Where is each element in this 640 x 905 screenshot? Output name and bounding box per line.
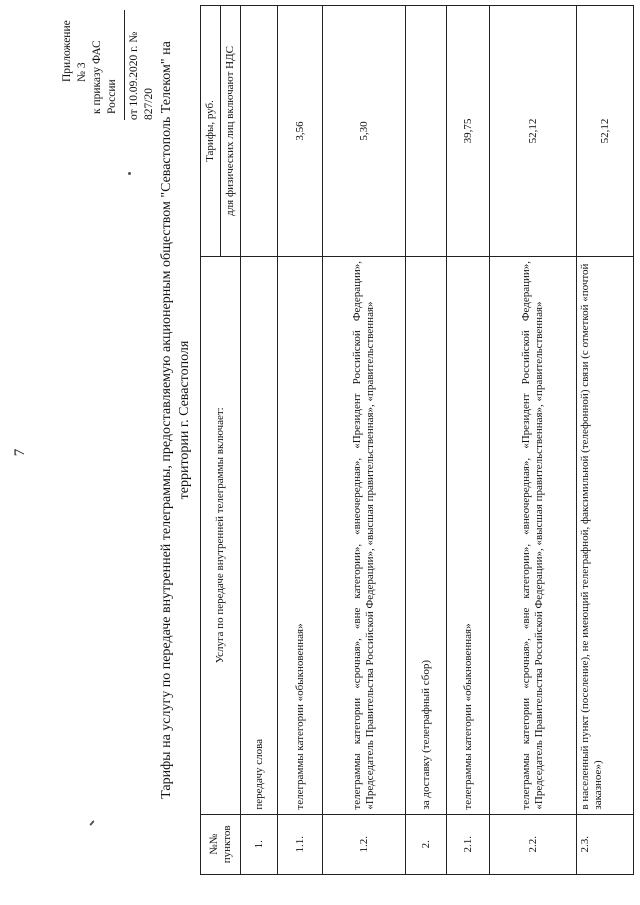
row-price: [406, 6, 447, 257]
table-row: [447, 6, 490, 875]
header-service: Услуга по передаче внутренней телеграммы включает:: [201, 256, 241, 814]
table-row: [241, 6, 278, 875]
row-price: 5,30: [323, 6, 406, 257]
appendix-line-1: Приложение № 3: [61, 20, 88, 82]
header-num: №№ пунктов: [201, 814, 241, 874]
title-line-2: территории г. Севастополя: [177, 340, 192, 500]
row-num: 1.1.: [278, 814, 323, 874]
row-num: 2.3.: [577, 814, 634, 874]
row-desc: за доставку (телеграфный сбор): [406, 256, 447, 814]
row-num: 2.2.: [490, 814, 577, 874]
page-number: 7: [12, 448, 28, 457]
row-price: 39,75: [447, 6, 490, 257]
row-num: 2.: [406, 814, 447, 874]
title-line-1: Тарифы на услугу по передаче внутренней телеграммы, предоставляемую акционерным обществом "Севастополь Телеком" на: [159, 41, 174, 799]
appendix-reference: [60, 10, 157, 120]
table-row: [323, 6, 406, 875]
document-title: [158, 30, 194, 810]
table-row: [577, 6, 634, 875]
row-desc: телеграммы категории «срочная», «вне категории», «внеочередная», «Президент Российской Федерации», «Председатель Правительства Российской Федерации», «высшая правительственная», «правительственная»: [490, 256, 577, 814]
row-desc: передачу слова: [241, 256, 278, 814]
row-num: 2.1.: [447, 814, 490, 874]
appendix-line-3: от 10.09.2020 г. № 827/20: [124, 10, 157, 120]
table-row: [406, 6, 447, 875]
row-desc: в населенный пункт (поселение), не имеющий телеграфной, факсимильной (телефонной) связи (с отметкой «почтой заказное»): [577, 256, 634, 814]
appendix-line-2: к приказу ФАС России: [91, 40, 118, 114]
row-num: 1.: [241, 814, 278, 874]
header-tariff: Тарифы, руб.: [201, 6, 221, 257]
row-price: 52,12: [490, 6, 577, 257]
row-price: 3,56: [278, 6, 323, 257]
row-desc: телеграммы категории «обыкновенная»: [447, 256, 490, 814]
row-price: [241, 6, 278, 257]
row-desc: телеграммы категории «обыкновенная»: [278, 256, 323, 814]
row-price: 52,12: [577, 6, 634, 257]
tariff-table: [200, 5, 634, 875]
row-desc: телеграммы категории «срочная», «вне категории», «внеочередная», «Президент Российской Федерации», «Председатель Правительства Российской Федерации», «высшая правительственная», «правительственная»: [323, 256, 406, 814]
row-num: 1.2.: [323, 814, 406, 874]
table-header-row: [201, 6, 221, 875]
table-row: [490, 6, 577, 875]
table-row: [278, 6, 323, 875]
header-tariff-sub: для физических лиц включают НДС: [221, 6, 241, 257]
